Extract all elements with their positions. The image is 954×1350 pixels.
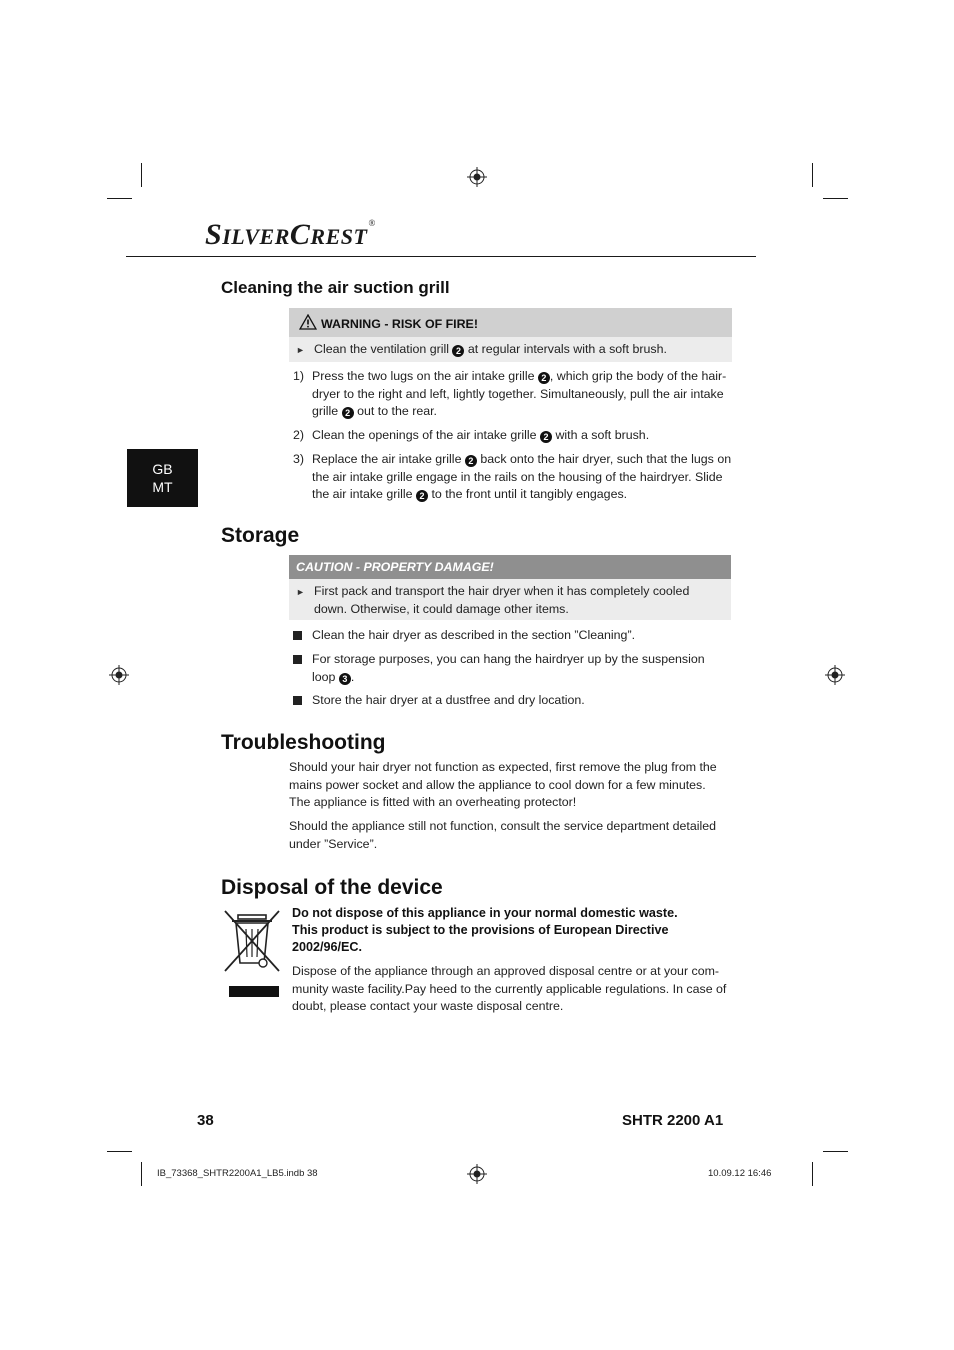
registration-mark-icon [109,665,129,685]
language-code: GB [152,461,173,477]
reference-number: 2 [452,345,464,357]
crossed-out-wheelie-bin-icon [222,907,284,999]
arrow-bullet-icon: ► [296,587,305,597]
step-text: Press the two lugs on the air intake grille 2 , which grip the body of the hair- dryer to the right and left, lightly together. Simultaneously, pull the air intake grille 2 out to the rear. [312,369,727,418]
crop-mark [812,1162,813,1186]
crop-mark [812,163,813,187]
reference-number: 2 [538,372,550,384]
section-heading-troubleshooting: Troubleshooting [221,731,386,754]
crop-mark [141,1162,142,1186]
square-bullet-icon [293,696,302,705]
crop-mark [823,198,848,199]
square-bullet-icon [293,631,302,640]
registration-mark-icon [467,167,487,187]
reference-number: 2 [540,431,552,443]
crop-mark [141,163,142,187]
language-code: MT [152,479,173,495]
crop-mark [823,1151,848,1152]
square-bullet-icon [293,655,302,664]
disposal-paragraph: Dispose of the appliance through an approved disposal centre or at your com- munity waste facility.Pay heed to the currently applicable regulations. In case of doubt, please contact your waste disposal centre. [292,964,727,1013]
troubleshooting-paragraph: Should the appliance still not function, consult the service department detailed under ”Service”. [289,819,717,851]
reference-number: 3 [339,673,351,685]
registration-mark-icon [467,1164,487,1184]
brand-logo: SILVERCREST® [205,218,376,251]
crop-mark [107,198,132,199]
section-heading-storage: Storage [221,524,300,547]
print-slug-date: 10.09.12 16:46 [708,1168,772,1179]
print-slug-file: IB_73368_SHTR2200A1_LB5.indb 38 [157,1168,318,1179]
warning-title: WARNING - RISK OF FIRE! [321,317,478,331]
model-number: SHTR 2200 A1 [622,1112,724,1129]
warning-item: Clean the ventilation grill 2 at regular intervals with a soft brush. [314,342,667,356]
storage-bullet: Clean the hair dryer as described in the section ”Cleaning”. [312,628,636,642]
step-text: Clean the openings of the air intake grille 2 with a soft brush. [312,428,650,442]
step-number: 3) [293,452,305,466]
step-text: Replace the air intake grille 2 back onto the hair dryer, such that the lugs on the air intake grille engage in the rails on the housing of the hairdryer. Slide the air intake grille 2 to the front until it tangibly engages. [312,452,732,501]
reference-number: 2 [342,407,354,419]
arrow-bullet-icon: ► [296,345,305,355]
crop-mark [107,1151,132,1152]
reference-number: 2 [465,455,477,467]
page-number: 38 [197,1112,214,1129]
header-rule [126,256,756,257]
registration-mark-icon [825,665,845,685]
section-heading-disposal: Disposal of the device [221,876,443,899]
section-heading-cleaning: Cleaning the air suction grill [221,278,450,297]
step-number: 2) [293,428,305,442]
step-number: 1) [293,369,305,383]
troubleshooting-paragraph: Should your hair dryer not function as expected, first remove the plug from the mains power socket and allow the appliance to cool down for a few minutes. The appliance is fitted with an overheating protector! [289,760,717,809]
disposal-warning: Do not dispose of this appliance in your normal domestic waste. This product is subject to the provisions of European Directive 2002/96/EC. [292,906,678,954]
language-tab [127,449,198,507]
storage-bullet: For storage purposes, you can hang the hairdryer up by the suspension loop 3 . [312,652,705,684]
warning-triangle-icon [299,314,317,330]
caution-item: First pack and transport the hair dryer when it has completely cooled down. Otherwise, it could damage other items. [314,584,690,616]
reference-number: 2 [416,490,428,502]
caution-title: CAUTION - PROPERTY DAMAGE! [296,560,494,574]
storage-bullet: Store the hair dryer at a dustfree and dry location. [312,693,585,707]
